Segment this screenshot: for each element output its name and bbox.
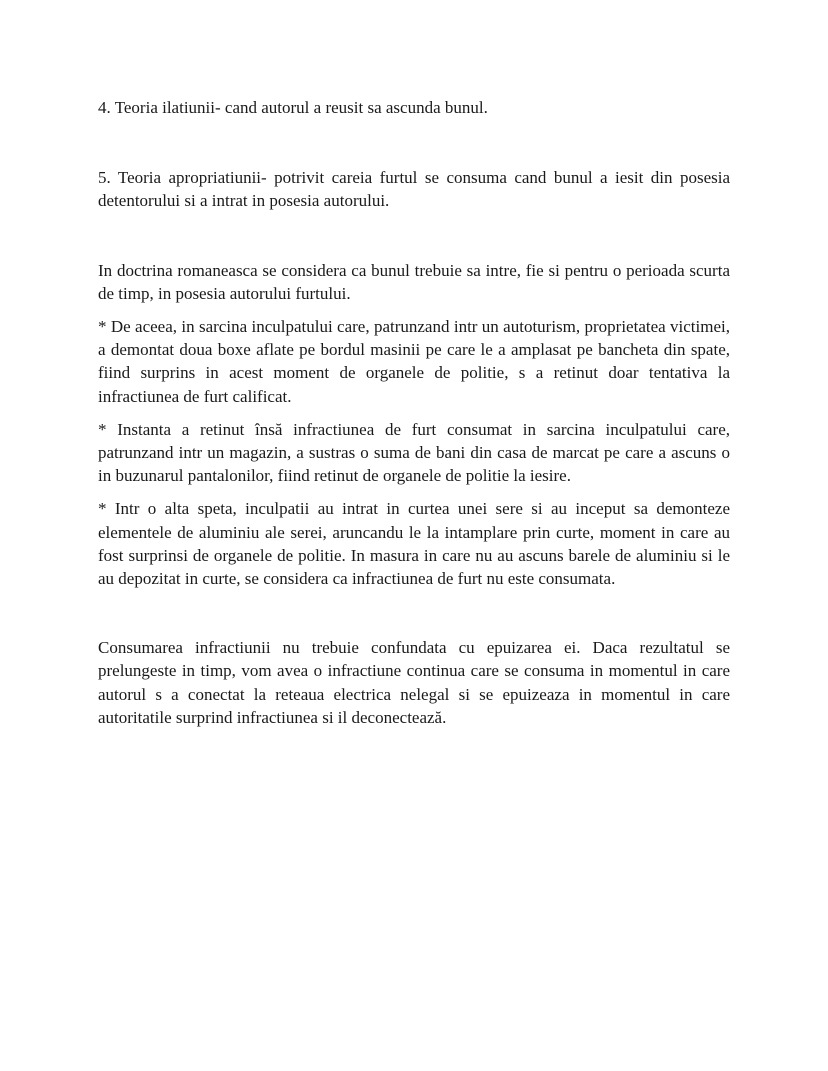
- paragraph-example-magazin: * Instanta a retinut însă infractiunea de furt consumat in sarcina inculpatului care, patrunzand intr un magazin, a sustras o suma de bani din casa de marcat pe care a ascuns o in buzunarul pantalonilor, fiind retinut de organele de politie la iesire.: [98, 419, 730, 486]
- paragraph-doctrina-romaneasca: In doctrina romaneasca se considera ca bunul trebuie sa intre, fie si pentru o perioada scurta de timp, in posesia autorului furtului.: [98, 260, 730, 303]
- paragraph-consumare-epuizare: Consumarea infractiunii nu trebuie confundata cu epuizarea ei. Daca rezultatul se prelungeste in timp, vom avea o infractiune continua care se consuma in momentul in care autorul s a conectat la reteaua electrica nelegal si se epuizeaza in momentul in care autoritatile surprind infractiunea si il deconectează.: [98, 638, 730, 727]
- paragraph-teoria-ilatiunii: 4. Teoria ilatiunii- cand autorul a reusit sa ascunda bunul.: [98, 98, 488, 117]
- paragraph-teoria-apropriatiunii: 5. Teoria apropriatiunii- potrivit careia furtul se consuma cand bunul a iesit din posesia detentorului si a intrat in posesia autorului.: [98, 168, 730, 211]
- document-page: [98, 96, 730, 729]
- paragraph-example-autoturism: * De aceea, in sarcina inculpatului care, patrunzand intr un autoturism, proprietatea victimei, a demontat doua boxe aflate pe bordul masinii pe care le a amplasat pe bancheta din spate, fiind surprins in acest moment de organele de politie, s a retinut doar tentativa la infractiunea de furt calificat.: [98, 317, 730, 406]
- paragraph-example-sere: * Intr o alta speta, inculpatii au intrat in curtea unei sere si au inceput sa demonteze elementele de aluminiu ale serei, aruncandu le la intamplare prin curte, moment in care au fost surprinsi de organele de politie. In masura in care nu au ascuns barele de aluminiu si le au depozitat in curte, se considera ca infractiunea de furt nu este consumata.: [98, 499, 730, 589]
